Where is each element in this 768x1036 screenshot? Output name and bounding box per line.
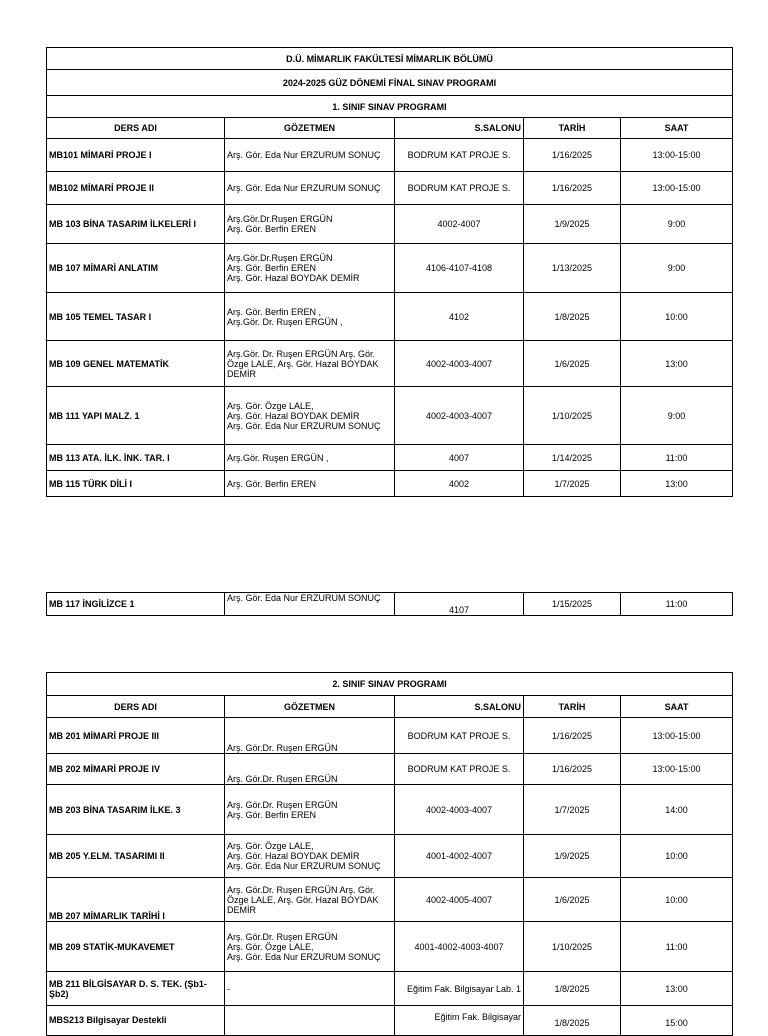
exam-time: 10:00 (621, 878, 733, 922)
exam-date: 1/8/2025 (524, 972, 621, 1006)
col-header-room: S.SALONU (395, 696, 524, 718)
table-row (47, 244, 733, 293)
exam-date: 1/16/2025 (524, 718, 621, 754)
exam-room: 4002-4003-4007 (395, 341, 524, 387)
proctor (225, 1006, 395, 1036)
exam-date: 1/16/2025 (524, 139, 621, 172)
exam-date: 1/7/2025 (524, 785, 621, 835)
exam-room: BODRUM KAT PROJE S. (395, 754, 524, 785)
proctor: Arş.Gör. Ruşen ERGÜN , (225, 445, 395, 471)
exam-room: 4107 (395, 593, 524, 616)
col-header-course: DERS ADI (47, 696, 225, 718)
document-title-line2: 2024-2025 GÜZ DÖNEMİ FİNAL SINAV PROGRAMI (47, 70, 733, 96)
exam-time: 9:00 (621, 244, 733, 293)
course-name: MB 103 BİNA TASARIM İLKELERİ I (47, 205, 225, 244)
col-header-date: TARİH (524, 696, 621, 718)
course-name: MB 201 MİMARİ PROJE III (47, 718, 225, 754)
exam-date: 1/6/2025 (524, 341, 621, 387)
proctor: Arş. Gör. Eda Nur ERZURUM SONUÇ (225, 593, 395, 616)
course-name: MB 203 BİNA TASARIM İLKE. 3 (47, 785, 225, 835)
exam-date: 1/6/2025 (524, 878, 621, 922)
table-row (47, 387, 733, 445)
exam-date: 1/16/2025 (524, 754, 621, 785)
course-name: MB 211 BİLGİSAYAR D. S. TEK. (Şb1-Şb2) (47, 972, 225, 1006)
exam-date: 1/7/2025 (524, 471, 621, 497)
table-row (47, 878, 733, 922)
col-header-room: S.SALONU (395, 118, 524, 139)
exam-room: Eğitim Fak. Bilgisayar (395, 1006, 524, 1036)
exam-room: 4002-4003-4007 (395, 785, 524, 835)
table-row (47, 972, 733, 1006)
course-name: MB 207 MİMARLIK TARİHİ I (47, 878, 225, 922)
exam-time: 13:00 (621, 972, 733, 1006)
course-name: MB 109 GENEL MATEMATİK (47, 341, 225, 387)
exam-time: 13:00-15:00 (621, 139, 733, 172)
table-row (47, 293, 733, 341)
table-row (47, 172, 733, 205)
exam-date: 1/8/2025 (524, 293, 621, 341)
proctor: Arş. Gör.Dr. Ruşen ERGÜN Arş. Gör. Özge LALE, Arş. Gör. Eda Nur ERZURUM SONUÇ (225, 922, 395, 972)
exam-time: 15:00 (621, 1006, 733, 1036)
proctor: Arş. Gör.Dr. Ruşen ERGÜN Arş. Gör. Özge LALE, Arş. Gör. Hazal BOYDAK DEMİR (225, 878, 395, 922)
course-name: MB 105 TEMEL TASAR I (47, 293, 225, 341)
class1-schedule-table (46, 47, 733, 497)
exam-date: 1/8/2025 (524, 1006, 621, 1036)
exam-date: 1/13/2025 (524, 244, 621, 293)
document-title-line1: D.Ü. MİMARLIK FAKÜLTESİ MİMARLIK BÖLÜMÜ (47, 48, 733, 70)
exam-time: 14:00 (621, 785, 733, 835)
proctor: Arş. Gör. Berfin EREN , Arş.Gör. Dr. Ruşen ERGÜN , (225, 293, 395, 341)
table-row (47, 922, 733, 972)
exam-room: BODRUM KAT PROJE S. (395, 139, 524, 172)
course-name: MB 209 STATİK-MUKAVEMET (47, 922, 225, 972)
col-header-course: DERS ADI (47, 118, 225, 139)
exam-time: 13:00 (621, 471, 733, 497)
exam-room: 4102 (395, 293, 524, 341)
exam-room: 4001-4002-4003-4007 (395, 922, 524, 972)
course-name: MB 117 İNGİLİZCE 1 (47, 593, 225, 616)
exam-date: 1/10/2025 (524, 922, 621, 972)
exam-date: 1/10/2025 (524, 387, 621, 445)
table-row (47, 835, 733, 878)
course-name: MB101 MİMARİ PROJE I (47, 139, 225, 172)
course-name: MBS213 Bilgisayar Destekli (47, 1006, 225, 1036)
course-name: MB 107 MİMARİ ANLATIM (47, 244, 225, 293)
proctor: Arş.Gör.Dr.Ruşen ERGÜN Arş. Gör. Berfin EREN (225, 205, 395, 244)
table-row (47, 341, 733, 387)
exam-room: 4001-4002-4007 (395, 835, 524, 878)
proctor: Arş. Gör. Özge LALE, Arş. Gör. Hazal BOYDAK DEMİR Arş. Gör. Eda Nur ERZURUM SONUÇ (225, 835, 395, 878)
class2-schedule-table (46, 672, 733, 1036)
table-row (47, 139, 733, 172)
class1-section-title: 1. SINIF SINAV PROGRAMI (47, 96, 733, 118)
proctor: Arş. Gör.Dr. Ruşen ERGÜN (225, 754, 395, 785)
class1-extra-row-table (46, 592, 733, 616)
proctor: Arş. Gör.Dr. Ruşen ERGÜN (225, 718, 395, 754)
exam-date: 1/9/2025 (524, 205, 621, 244)
exam-room: BODRUM KAT PROJE S. (395, 718, 524, 754)
table-row (47, 593, 733, 616)
exam-date: 1/15/2025 (524, 593, 621, 616)
exam-time: 11:00 (621, 593, 733, 616)
exam-time: 10:00 (621, 293, 733, 341)
exam-time: 11:00 (621, 445, 733, 471)
exam-time: 10:00 (621, 835, 733, 878)
exam-date: 1/9/2025 (524, 835, 621, 878)
table-row (47, 445, 733, 471)
exam-date: 1/14/2025 (524, 445, 621, 471)
proctor: Arş. Gör. Özge LALE, Arş. Gör. Hazal BOYDAK DEMİR Arş. Gör. Eda Nur ERZURUM SONUÇ (225, 387, 395, 445)
proctor: Arş.Gör.Dr.Ruşen ERGÜN Arş. Gör. Berfin EREN Arş. Gör. Hazal BOYDAK DEMİR (225, 244, 395, 293)
table-row (47, 205, 733, 244)
proctor: Arş. Gör. Berfin EREN (225, 471, 395, 497)
exam-room: 4007 (395, 445, 524, 471)
class2-section-title: 2. SINIF SINAV PROGRAMI (47, 673, 733, 696)
exam-time: 13:00-15:00 (621, 172, 733, 205)
exam-time: 13:00-15:00 (621, 754, 733, 785)
exam-time: 9:00 (621, 387, 733, 445)
proctor: Arş.Gör. Dr. Ruşen ERGÜN Arş. Gör. Özge LALE, Arş. Gör. Hazal BOYDAK DEMİR (225, 341, 395, 387)
exam-room: 4002 (395, 471, 524, 497)
table-row (47, 718, 733, 754)
course-name: MB 115 TÜRK DİLİ I (47, 471, 225, 497)
exam-time: 9:00 (621, 205, 733, 244)
col-header-date: TARİH (524, 118, 621, 139)
proctor: Arş. Gör.Dr. Ruşen ERGÜN Arş. Gör. Berfin EREN (225, 785, 395, 835)
proctor: Arş. Gör. Eda Nur ERZURUM SONUÇ (225, 139, 395, 172)
proctor: - (225, 972, 395, 1006)
exam-room: 4002-4003-4007 (395, 387, 524, 445)
course-name: MB102 MİMARİ PROJE II (47, 172, 225, 205)
exam-date: 1/16/2025 (524, 172, 621, 205)
table-row (47, 1006, 733, 1036)
table-row (47, 471, 733, 497)
exam-room: 4002-4005-4007 (395, 878, 524, 922)
table-row (47, 754, 733, 785)
col-header-proctor: GÖZETMEN (225, 118, 395, 139)
course-name: MB 113 ATA. İLK. İNK. TAR. I (47, 445, 225, 471)
proctor: Arş. Gör. Eda Nur ERZURUM SONUÇ (225, 172, 395, 205)
exam-room: 4002-4007 (395, 205, 524, 244)
exam-time: 13:00-15:00 (621, 718, 733, 754)
exam-room: 4106-4107-4108 (395, 244, 524, 293)
exam-time: 11:00 (621, 922, 733, 972)
table-row (47, 785, 733, 835)
exam-time: 13:00 (621, 341, 733, 387)
course-name: MB 111 YAPI MALZ. 1 (47, 387, 225, 445)
col-header-time: SAAT (621, 696, 733, 718)
course-name: MB 202 MİMARİ PROJE IV (47, 754, 225, 785)
col-header-time: SAAT (621, 118, 733, 139)
exam-room: Eğitim Fak. Bilgisayar Lab. 1 (395, 972, 524, 1006)
exam-room: BODRUM KAT PROJE S. (395, 172, 524, 205)
course-name: MB 205 Y.ELM. TASARIMI II (47, 835, 225, 878)
col-header-proctor: GÖZETMEN (225, 696, 395, 718)
